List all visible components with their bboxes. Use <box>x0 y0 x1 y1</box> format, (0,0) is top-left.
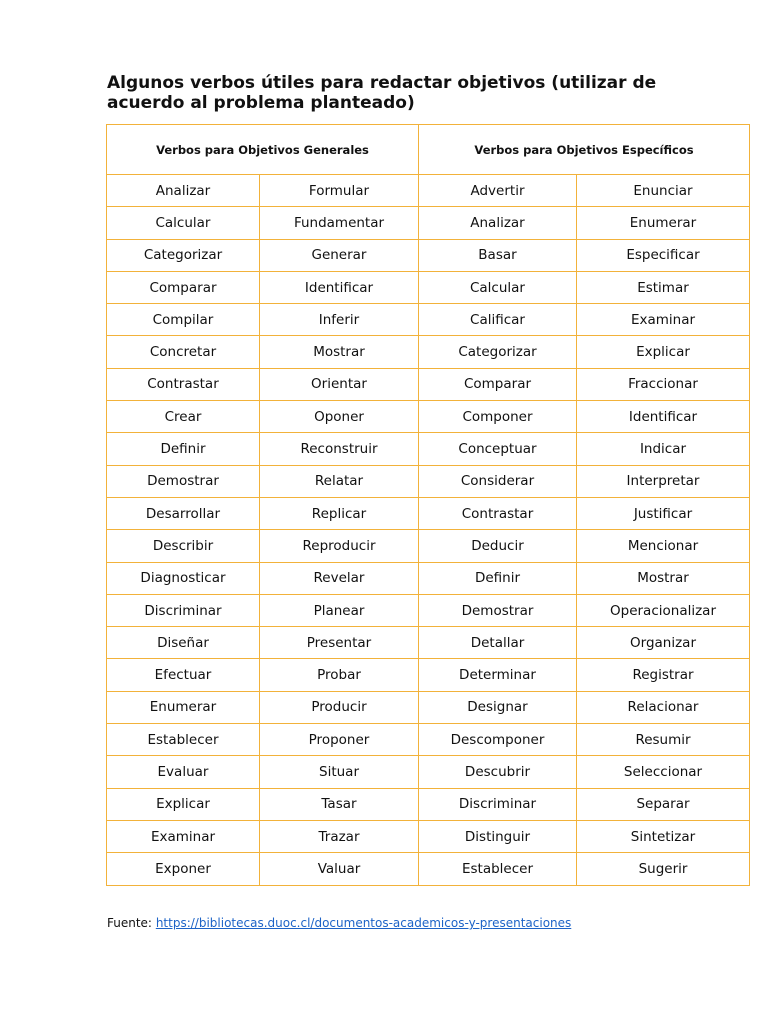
table-row <box>107 239 750 271</box>
table-cell: Especificar <box>577 239 750 271</box>
table-cell: Evaluar <box>107 756 260 788</box>
table-row <box>107 562 750 594</box>
table-cell: Tasar <box>260 788 419 820</box>
table-cell: Diseñar <box>107 627 260 659</box>
table-cell: Contrastar <box>107 368 260 400</box>
table-row <box>107 401 750 433</box>
source-label: Fuente: <box>107 916 152 930</box>
table-cell: Basar <box>419 239 577 271</box>
table-cell: Identificar <box>577 401 750 433</box>
table-cell: Inferir <box>260 304 419 336</box>
header-objetivos-especificos: Verbos para Objetivos Específicos <box>419 125 750 175</box>
table-cell: Conceptuar <box>419 433 577 465</box>
table-row <box>107 368 750 400</box>
table-cell: Valuar <box>260 853 419 885</box>
table-row <box>107 594 750 626</box>
table-cell: Efectuar <box>107 659 260 691</box>
table-cell: Establecer <box>107 724 260 756</box>
table-cell: Determinar <box>419 659 577 691</box>
table-cell: Considerar <box>419 465 577 497</box>
table-cell: Categorizar <box>419 336 577 368</box>
table-row <box>107 691 750 723</box>
verbs-table <box>106 124 750 886</box>
table-cell: Comparar <box>419 368 577 400</box>
table-cell: Demostrar <box>419 594 577 626</box>
table-cell: Desarrollar <box>107 497 260 529</box>
table-cell: Discriminar <box>107 594 260 626</box>
table-cell: Resumir <box>577 724 750 756</box>
table-cell: Probar <box>260 659 419 691</box>
table-cell: Reproducir <box>260 530 419 562</box>
table-row <box>107 207 750 239</box>
table-cell: Fraccionar <box>577 368 750 400</box>
table-cell: Proponer <box>260 724 419 756</box>
table-cell: Descomponer <box>419 724 577 756</box>
table-cell: Producir <box>260 691 419 723</box>
table-cell: Enumerar <box>577 207 750 239</box>
table-cell: Orientar <box>260 368 419 400</box>
table-cell: Reconstruir <box>260 433 419 465</box>
table-cell: Mostrar <box>577 562 750 594</box>
table-cell: Planear <box>260 594 419 626</box>
table-cell: Enumerar <box>107 691 260 723</box>
table-row <box>107 853 750 885</box>
table-row <box>107 756 750 788</box>
verbs-table-body <box>107 175 750 886</box>
table-cell: Sintetizar <box>577 820 750 852</box>
table-cell: Crear <box>107 401 260 433</box>
table-row <box>107 465 750 497</box>
table-cell: Identificar <box>260 271 419 303</box>
table-cell: Contrastar <box>419 497 577 529</box>
table-cell: Calcular <box>419 271 577 303</box>
table-cell: Mencionar <box>577 530 750 562</box>
table-cell: Trazar <box>260 820 419 852</box>
table-cell: Mostrar <box>260 336 419 368</box>
page-title: Algunos verbos útiles para redactar objetivos (utilizar de acuerdo al problema planteado) <box>107 73 657 113</box>
table-cell: Descubrir <box>419 756 577 788</box>
table-cell: Deducir <box>419 530 577 562</box>
table-cell: Distinguir <box>419 820 577 852</box>
table-cell: Relatar <box>260 465 419 497</box>
table-cell: Examinar <box>577 304 750 336</box>
table-cell: Revelar <box>260 562 419 594</box>
header-objetivos-generales: Verbos para Objetivos Generales <box>107 125 419 175</box>
table-cell: Separar <box>577 788 750 820</box>
table-cell: Categorizar <box>107 239 260 271</box>
table-row <box>107 530 750 562</box>
table-row <box>107 820 750 852</box>
table-cell: Analizar <box>107 175 260 207</box>
table-cell: Relacionar <box>577 691 750 723</box>
table-cell: Advertir <box>419 175 577 207</box>
table-cell: Indicar <box>577 433 750 465</box>
table-row <box>107 627 750 659</box>
table-cell: Definir <box>419 562 577 594</box>
table-cell: Generar <box>260 239 419 271</box>
table-row <box>107 336 750 368</box>
table-cell: Sugerir <box>577 853 750 885</box>
table-row <box>107 271 750 303</box>
table-cell: Formular <box>260 175 419 207</box>
table-cell: Establecer <box>419 853 577 885</box>
table-cell: Oponer <box>260 401 419 433</box>
table-row <box>107 659 750 691</box>
table-cell: Compilar <box>107 304 260 336</box>
table-cell: Replicar <box>260 497 419 529</box>
source-note <box>107 916 571 930</box>
table-row <box>107 175 750 207</box>
table-cell: Estimar <box>577 271 750 303</box>
table-cell: Definir <box>107 433 260 465</box>
table-cell: Explicar <box>107 788 260 820</box>
table-cell: Demostrar <box>107 465 260 497</box>
table-row <box>107 433 750 465</box>
table-header-row <box>107 125 750 175</box>
table-cell: Explicar <box>577 336 750 368</box>
table-cell: Exponer <box>107 853 260 885</box>
table-cell: Justificar <box>577 497 750 529</box>
table-cell: Comparar <box>107 271 260 303</box>
table-cell: Registrar <box>577 659 750 691</box>
table-cell: Situar <box>260 756 419 788</box>
table-cell: Operacionalizar <box>577 594 750 626</box>
table-row <box>107 497 750 529</box>
table-cell: Diagnosticar <box>107 562 260 594</box>
table-cell: Componer <box>419 401 577 433</box>
table-cell: Organizar <box>577 627 750 659</box>
table-cell: Discriminar <box>419 788 577 820</box>
table-cell: Examinar <box>107 820 260 852</box>
table-cell: Interpretar <box>577 465 750 497</box>
table-cell: Presentar <box>260 627 419 659</box>
table-cell: Calificar <box>419 304 577 336</box>
table-row <box>107 788 750 820</box>
table-cell: Enunciar <box>577 175 750 207</box>
source-link[interactable]: https://bibliotecas.duoc.cl/documentos-academicos-y-presentaciones <box>155 916 572 930</box>
table-cell: Designar <box>419 691 577 723</box>
table-cell: Calcular <box>107 207 260 239</box>
table-cell: Detallar <box>419 627 577 659</box>
table-cell: Fundamentar <box>260 207 419 239</box>
table-row <box>107 304 750 336</box>
table-cell: Analizar <box>419 207 577 239</box>
table-cell: Describir <box>107 530 260 562</box>
table-cell: Concretar <box>107 336 260 368</box>
table-row <box>107 724 750 756</box>
table-cell: Seleccionar <box>577 756 750 788</box>
